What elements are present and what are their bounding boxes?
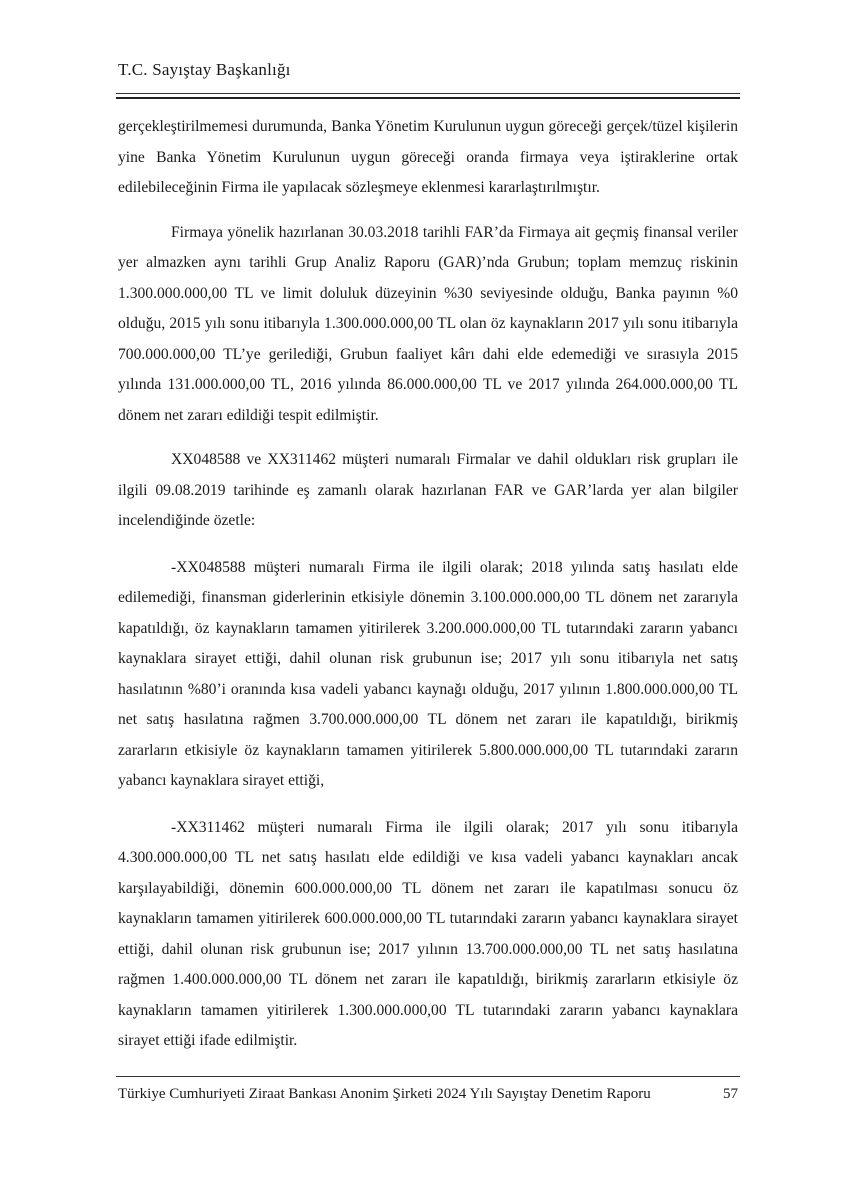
paragraph-xx311462: -XX311462 müşteri numaralı Firma ile ilgili olarak; 2017 yılı sonu itibarıyla 4.300.000.000,00 TL net satış hasılatı elde edildiği ve kısa vadeli yabancı kaynakları ancak karşılayabildiği, dönemin 600.000.000,00 TL dönem net zararı ile kapatılması sonucu öz kaynakların tamamen yitirilerek 600.000.000,00 TL tutarındaki zararın yabancı kaynaklara sirayet ettiği, dahil olunan risk grubunun ise; 2017 yılının 13.700.000.000,00 TL net satış hasılatına rağmen 1.400.000.000,00 TL dönem net zararı ile kapatıldığı, birikmiş zararların etkisiyle öz kaynakların tamamen yitirilerek 1.300.000.000,00 TL tutarındaki zararın yabancı kaynaklara sirayet ettiği ifade edilmiştir. [118,818,738,1049]
report-body [118,112,738,1057]
paragraph-customers-intro: XX048588 ve XX311462 müşteri numaralı Firmalar ve dahil oldukları risk grupları ile ilgili 09.08.2019 tarihinde eş zamanlı olarak hazırlanan FAR ve GAR’larda yer alan bilgiler incelendiğinde özetle: [118,451,738,529]
page-number: 57 [723,1086,738,1102]
paragraph-xx048588: -XX048588 müşteri numaralı Firma ile ilgili olarak; 2018 yılında satış hasılatı elde edilemediği, finansman giderlerinin etkisiyle dönemin 3.100.000.000,00 TL dönem net zararıyla kapatıldığı, öz kaynakların tamamen yitirilerek 3.200.000.000,00 TL tutarındaki zararın yabancı kaynaklara sirayet ettiği, dahil olunan risk grubunun ise; 2017 yılı sonu itibarıyla net satış hasılatının %80’i oranında kısa vadeli yabancı kaynağı olduğu, 2017 yılının 1.800.000.000,00 TL net satış hasılatına rağmen 3.700.000.000,00 TL dönem net zararı ile kapatıldığı, birikmiş zararların etkisiyle öz kaynakların tamamen yitirilerek 5.800.000.000,00 TL tutarındaki zararın yabancı kaynaklara sirayet ettiği, [118,558,738,789]
paragraph-far-gar-summary: Firmaya yönelik hazırlanan 30.03.2018 tarihli FAR’da Firmaya ait geçmiş finansal veriler yer almazken aynı tarihli Grup Analiz Raporu (GAR)’nda Grubun; toplam memzuç riskinin 1.300.000.000,00 TL ve limit doluluk düzeyinin %30 seviyesinde olduğu, Banka payının %0 olduğu, 2015 yılı sonu itibarıyla 1.300.000.000,00 TL olan öz kaynakların 2017 yılı sonu itibarıyla 700.000.000,00 TL’ye gerilediği, Grubun faaliyet kârı dahi elde edemediği ve sırasıyla 2015 yılında 131.000.000,00 TL, 2016 yılında 86.000.000,00 TL ve 2017 yılında 264.000.000,00 TL dönem net zararı edildiği tespit edilmiştir. [118,223,738,424]
footer-report-title: Türkiye Cumhuriyeti Ziraat Bankası Anonim Şirketi 2024 Yılı Sayıştay Denetim Raporu [118,1086,651,1102]
header-divider-thick [116,97,740,99]
footer-divider [116,1076,740,1077]
header-divider-thin [116,93,740,94]
paragraph-continuation: gerçekleştirilmemesi durumunda, Banka Yönetim Kurulunun uygun göreceği gerçek/tüzel kişilerin yine Banka Yönetim Kurulunun uygun göreceği oranda firmaya veya iştiraklerine ortak edilebileceğinin Firma ile yapılacak sözleşmeye eklenmesi kararlaştırılmıştır. [118,118,738,196]
page-footer [118,1086,738,1103]
header-title: T.C. Sayıştay Başkanlığı [118,60,291,79]
